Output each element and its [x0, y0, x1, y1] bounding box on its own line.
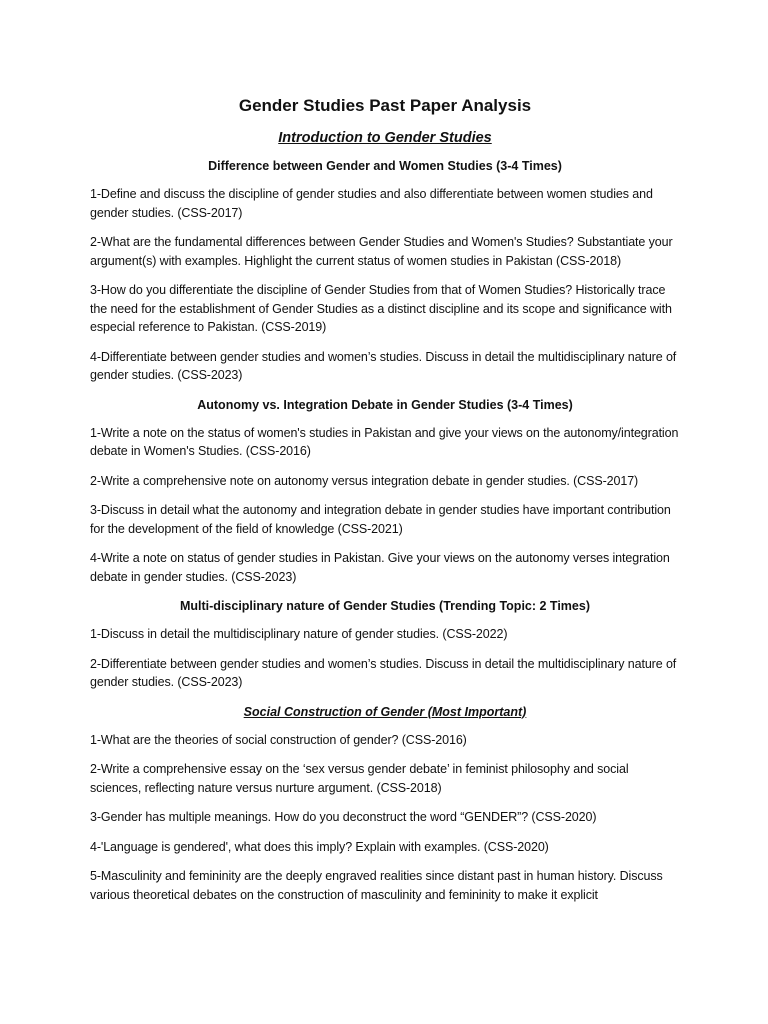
- document-title: Gender Studies Past Paper Analysis: [238, 96, 532, 115]
- question-item: 4-Write a note on status of gender studies in Pakistan. Give your views on the autonomy verses integration debate in gender studies. (CSS-2023): [90, 551, 670, 584]
- subsection-heading: Autonomy vs. Integration Debate in Gender Studies (3-4 Times): [197, 397, 573, 412]
- question-item: 3-How do you differentiate the discipline of Gender Studies from that of Women Studies? Historically trace the need for the establishment of Gender Studies as a distinct discipline and its scope and significance with especial reference to Pakistan. (CSS-2019): [90, 283, 672, 334]
- question-item: 1-Write a note on the status of women's studies in Pakistan and give your views on the autonomy/integration debate in Women's Studies. (CSS-2016): [90, 425, 679, 458]
- question-item: 2-What are the fundamental differences between Gender Studies and Women's Studies? Substantiate your argument(s) with examples. Highlight the current status of women studies in Pakistan (CSS-2018): [90, 235, 673, 268]
- document-page: [90, 94, 680, 915]
- subsection-heading: Multi-disciplinary nature of Gender Studies (Trending Topic: 2 Times): [179, 599, 590, 613]
- question-item: 1-Discuss in detail the multidisciplinary nature of gender studies. (CSS-2022): [90, 627, 508, 641]
- question-item: 1-What are the theories of social construction of gender? (CSS-2016): [90, 732, 467, 747]
- question-item: 1-Define and discuss the discipline of gender studies and also differentiate between women studies and gender studies. (CSS-2017): [90, 187, 653, 220]
- subsections-container: [90, 157, 680, 904]
- question-item: 3-Gender has multiple meanings. How do you deconstruct the word “GENDER”? (CSS-2020): [90, 810, 597, 824]
- section-title: Introduction to Gender Studies: [278, 130, 492, 146]
- question-item: 2-Differentiate between gender studies and women’s studies. Discuss in detail the multidisciplinary nature of gender studies. (CSS-2023): [90, 656, 677, 689]
- question-item: 2-Write a comprehensive note on autonomy versus integration debate in gender studies. (CSS-2017): [90, 473, 639, 488]
- subsection-heading: Difference between Gender and Women Studies (3-4 Times): [208, 159, 562, 173]
- question-item: 2-Write a comprehensive essay on the ‘sex versus gender debate’ in feminist philosophy and social sciences, reflecting nature versus nurture argument. (CSS-2018): [90, 762, 629, 795]
- question-item: 3-Discuss in detail what the autonomy and integration debate in gender studies have important contribution for the development of the field of knowledge (CSS-2021): [90, 503, 671, 536]
- question-item: 4-'Language is gendered', what does this imply? Explain with examples. (CSS-2020): [90, 839, 549, 854]
- subsection-heading: Social Construction of Gender (Most Important): [243, 704, 527, 719]
- question-item: 5-Masculinity and femininity are the deeply engraved realities since distant past in human history. Discuss various theoretical debates on the construction of masculinity and femininity to make it explicit: [90, 869, 663, 902]
- question-item: 4-Differentiate between gender studies and women’s studies. Discuss in detail the multidisciplinary nature of gender studies. (CSS-2023): [90, 349, 677, 382]
